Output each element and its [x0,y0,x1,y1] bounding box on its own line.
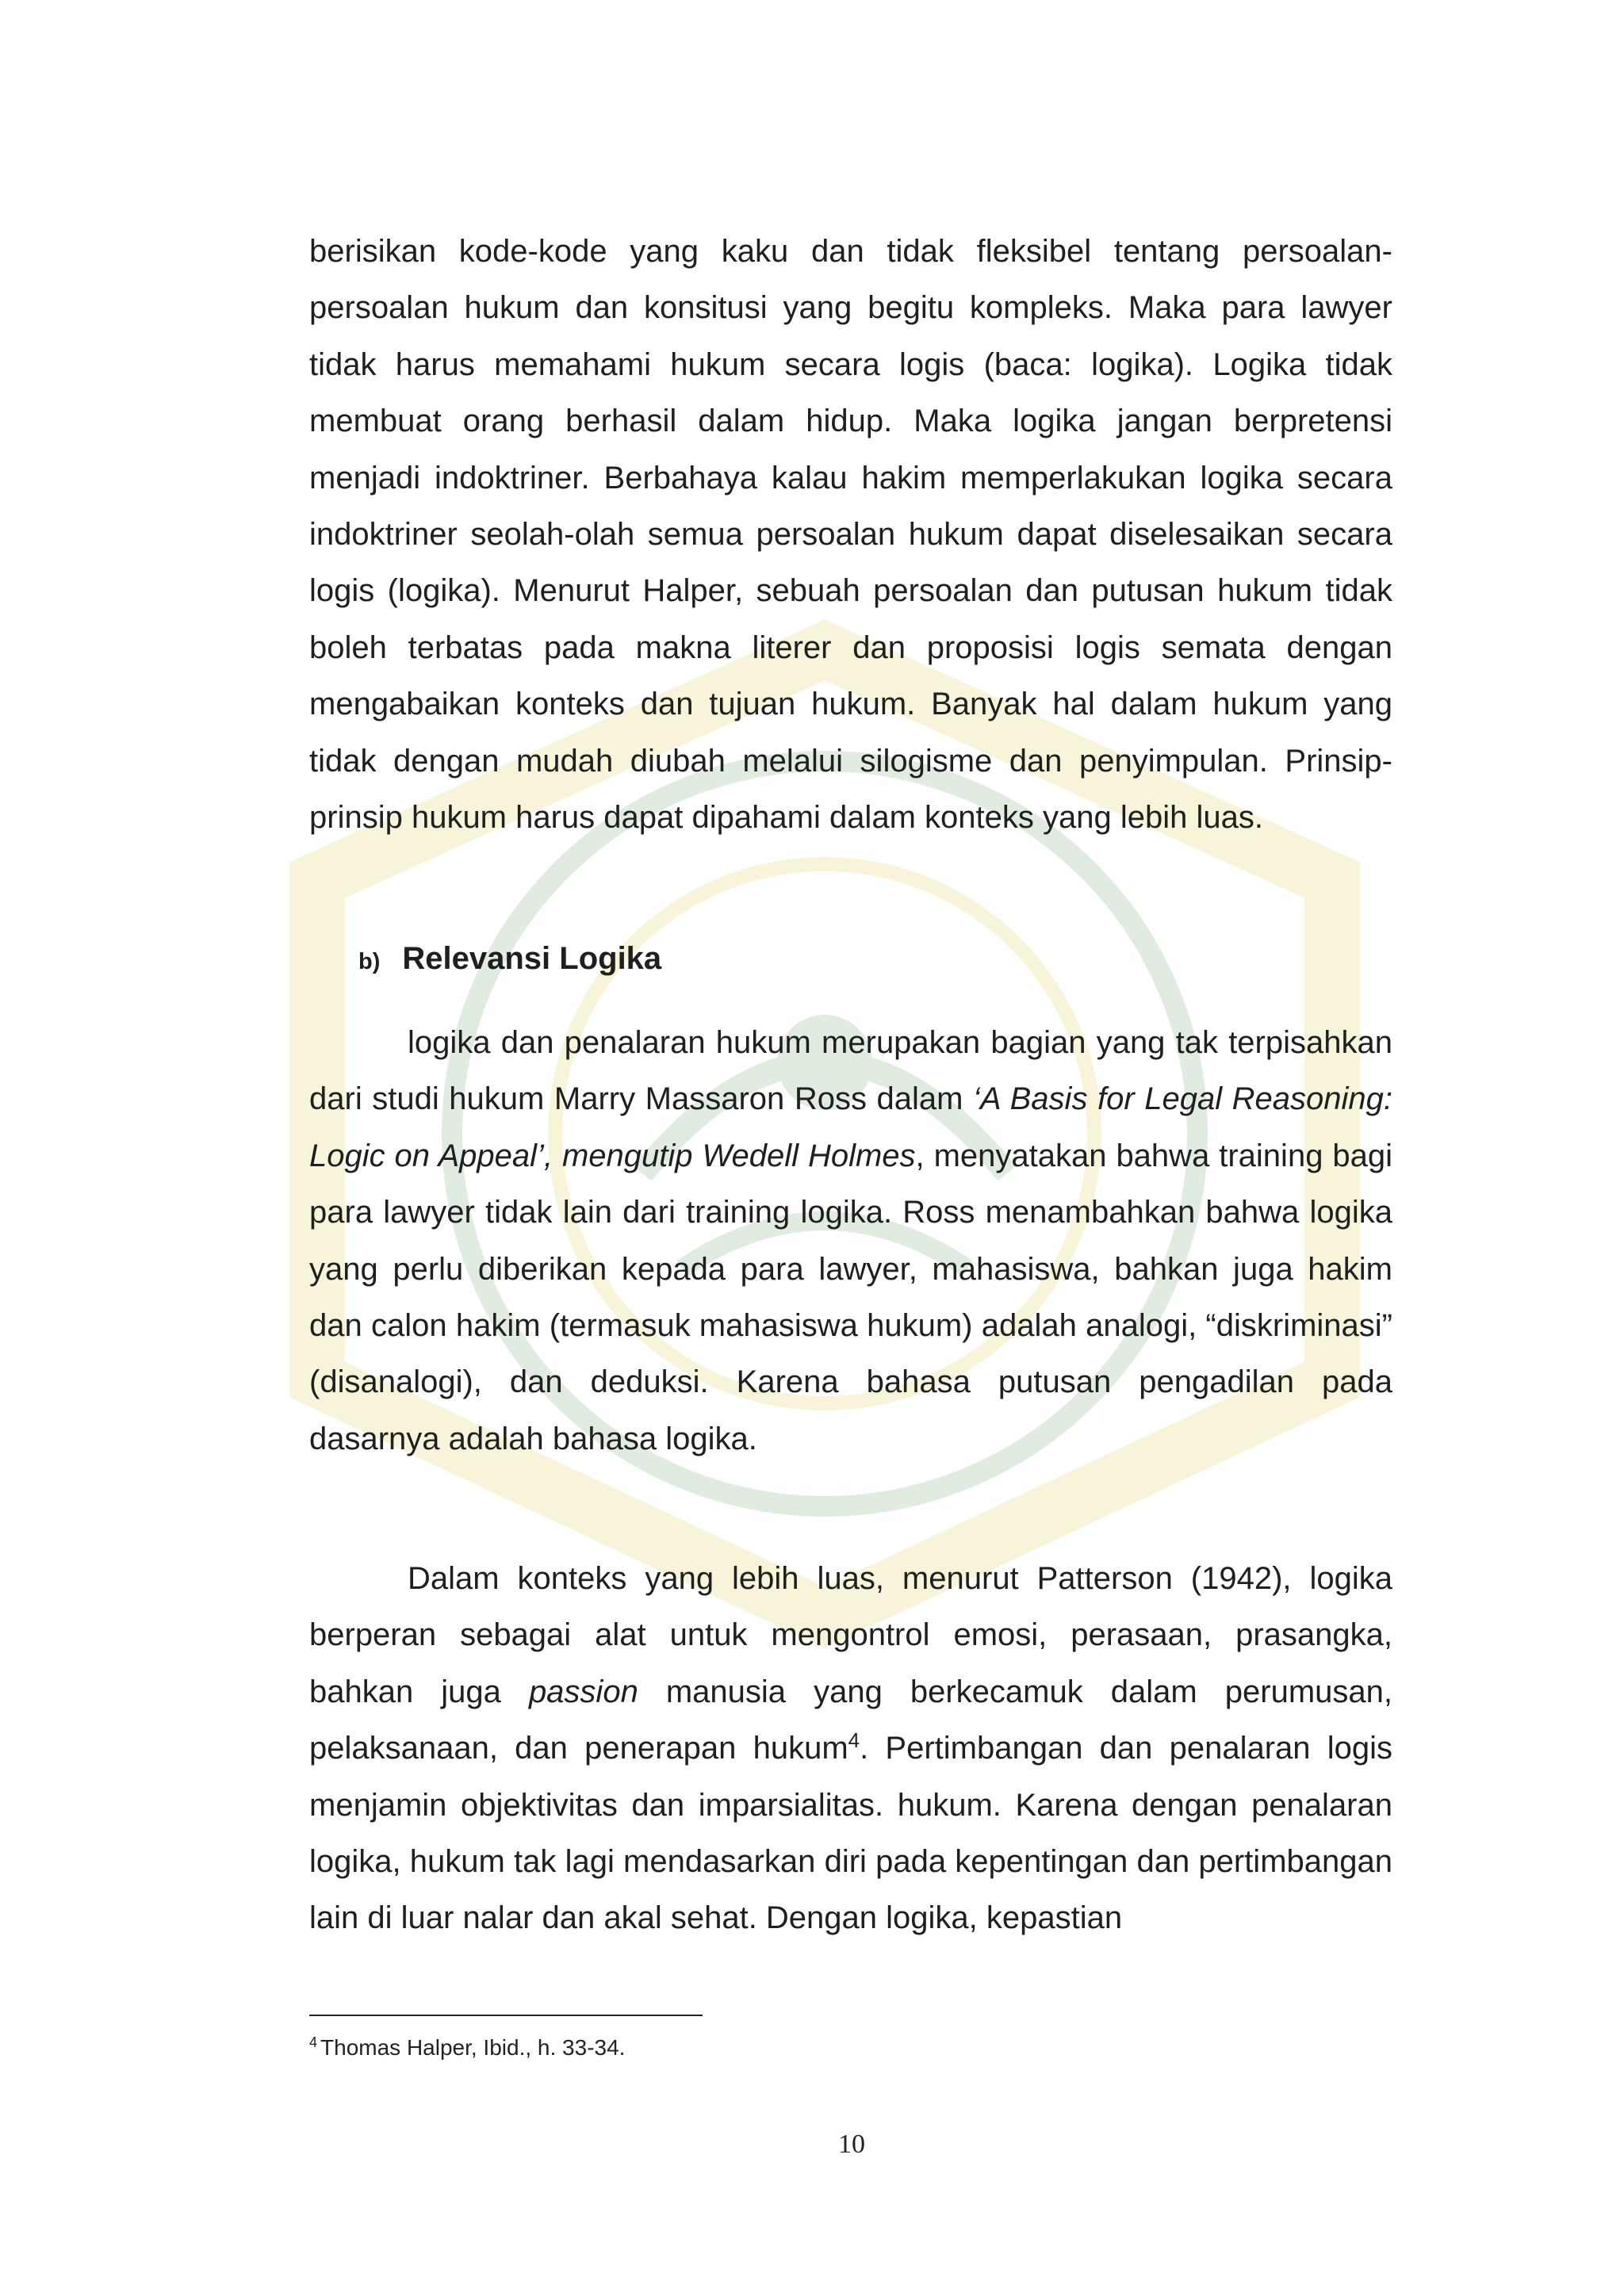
page-number: 10 [838,2130,865,2159]
section-heading [358,931,661,990]
paragraph-2-text-a: logika dan penalaran hukum merupakan bagian yang tak terpisahkan dari studi hukum Marry Massaron Ross dalam [309,1025,1392,1117]
paragraph-2 [309,1015,1392,1468]
paragraph-3-text-a: Dalam konteks yang lebih luas, menurut Patterson (1942), logika berperan sebagai alat untuk mengontrol emosi, perasaan, prasangka, bahkan juga [309,1561,1392,1709]
heading-marker: b) [358,949,381,974]
paragraph-3-text-b: manusia yang berkecamuk dalam perumusan, pelaksanaan, dan penerapan hukum [309,1674,1392,1766]
footnote-reference: 4 [848,1728,860,1753]
footnote-number: 4 [309,2034,318,2050]
paragraph-3 [309,1551,1392,1947]
paragraph-3-text-c: . Pertimbangan dan penalaran logis menjamin objektivitas dan imparsialitas. hukum. Karena dengan penalaran logika, hukum tak lagi mendasarkan diri pada kepentingan dan pertimbangan lain di luar nalar dan akal sehat. Dengan logika, kepastian [309,1731,1392,1936]
paragraph-1: berisikan kode-kode yang kaku dan tidak fleksibel tentang persoalan-persoalan hukum dan konsitusi yang begitu kompleks. Maka para lawyer tidak harus memahami hukum secara logis (baca: logika). Logika tidak membuat orang berhasil dalam hidup. Maka logika jangan berpretensi menjadi indoktriner. Berbahaya kalau hakim memperlakukan logika secara indoktriner seolah-olah semua persoalan hukum dapat diselesaikan secara logis (logika). Menurut Halper, sebuah persoalan dan putusan hukum tidak boleh terbatas pada makna literer dan proposisi logis semata dengan mengabaikan konteks dan tujuan hukum. Banyak hal dalam hukum yang tidak dengan mudah diubah melalui silogisme dan penyimpulan. Prinsip-prinsip hukum harus dapat dipahami dalam konteks yang lebih luas. [309,234,1392,836]
heading-title: Relevansi Logika [402,941,662,976]
paragraph-2-text-b: , menyatakan bahwa training bagi para lawyer tidak lain dari training logika. Ross menambahkan bahwa logika yang perlu diberikan kepada para lawyer, mahasiswa, bahkan juga hakim dan calon hakim (termasuk mahasiswa hukum) adalah analogi, “diskriminasi” (disanalogi), dan deduksi. Karena bahasa putusan pengadilan pada dasarnya adalah bahasa logika. [309,1138,1392,1456]
footnote [309,2034,625,2061]
footnote-text: Thomas Halper, Ibid., h. 33-34. [320,2035,626,2060]
paragraph-3-italic: passion [528,1674,638,1709]
footnote-separator [309,2015,703,2016]
paragraph-2-italic: ‘A Basis for Legal Reasoning: Logic on Appeal’, mengutip Wedell Holmes [309,1081,1393,1173]
